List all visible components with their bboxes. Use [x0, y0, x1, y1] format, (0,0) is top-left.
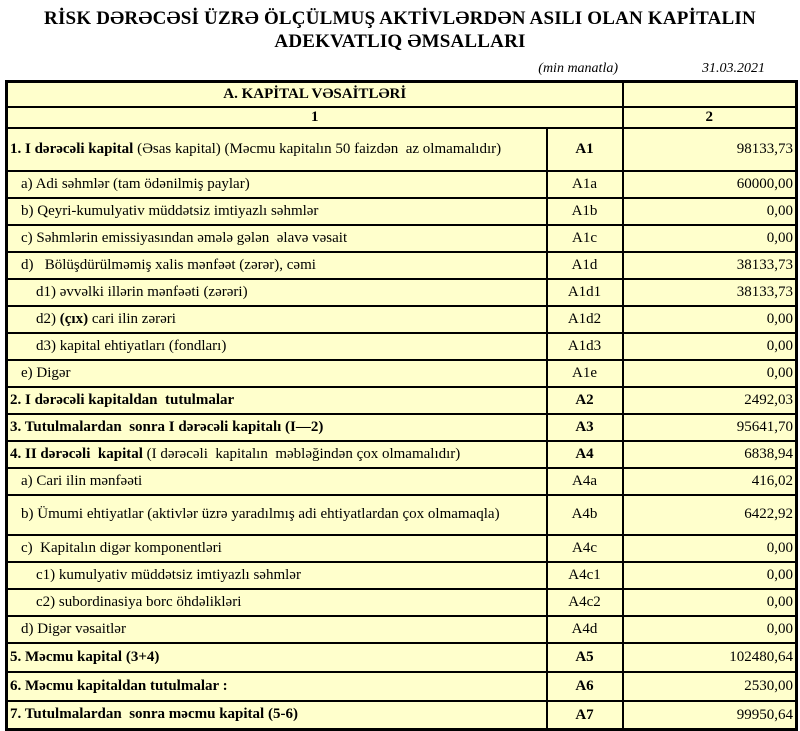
section-header-row [7, 82, 797, 107]
label-bold: 7. Tutulmalardan sonra məcmu kapital (5-6) [10, 706, 298, 723]
value-cell: 38133,73 [623, 252, 797, 279]
label-bold: 3. Tutulmalardan sonra I dərəcəli kapitalı (I—2) [10, 418, 324, 435]
page-title-line2: ADEKVATLIQ ƏMSALLARI [274, 31, 526, 53]
label-cell [7, 441, 547, 468]
table-row [7, 360, 797, 387]
label-cell [7, 616, 547, 643]
label-cell [7, 171, 547, 198]
label-cell [7, 643, 547, 672]
label-bold: 1. I dərəcəli kapital [10, 140, 138, 157]
table-row [7, 495, 797, 535]
meta-line [0, 53, 800, 80]
table-row [7, 468, 797, 495]
value-cell: 38133,73 [623, 279, 797, 306]
code-cell: A1b [547, 198, 623, 225]
col-header-2: 2 [623, 107, 797, 128]
value-cell: 98133,73 [623, 128, 797, 171]
value-cell: 0,00 [623, 225, 797, 252]
value-cell: 0,00 [623, 333, 797, 360]
capital-table [5, 80, 798, 731]
column-header-row [7, 107, 797, 128]
label-cell [7, 306, 547, 333]
label-bold: 4. II dərəcəli kapital [10, 445, 147, 462]
label-pre: c1) kumulyativ müddətsiz imtiyazlı səhmlər [36, 566, 301, 583]
code-cell: A4d [547, 616, 623, 643]
code-cell: A2 [547, 387, 623, 414]
table-row [7, 252, 797, 279]
label-pre: b) Ümumi ehtiyatlar (aktivlər üzrə yaradılmış adi ehtiyatlardan çox olmamaqla) [21, 506, 500, 523]
value-cell: 0,00 [623, 360, 797, 387]
label-bold: (çıx) [59, 310, 89, 327]
label-cell [7, 672, 547, 701]
value-cell: 0,00 [623, 535, 797, 562]
label-pre: a) Cari ilin mənfəəti [21, 472, 143, 489]
table-row [7, 672, 797, 701]
code-cell: A1d3 [547, 333, 623, 360]
code-cell: A1c [547, 225, 623, 252]
code-cell: A4a [547, 468, 623, 495]
label-cell [7, 414, 547, 441]
code-cell: A7 [547, 701, 623, 730]
page-title-line1: RİSK DƏRƏCƏSİ ÜZRƏ ÖLÇÜLMUŞ AKTİVLƏRDƏN ASILI OLAN KAPİTALIN [44, 8, 756, 29]
table-row [7, 441, 797, 468]
label-cell [7, 360, 547, 387]
value-cell: 0,00 [623, 198, 797, 225]
table-row [7, 333, 797, 360]
code-cell: A1a [547, 171, 623, 198]
table-row [7, 701, 797, 730]
code-cell: A1e [547, 360, 623, 387]
code-cell: A1d [547, 252, 623, 279]
table-row [7, 616, 797, 643]
value-cell: 60000,00 [623, 171, 797, 198]
code-cell: A4 [547, 441, 623, 468]
table-row [7, 643, 797, 672]
table-row [7, 128, 797, 171]
label-pre: c) Kapitalın digər komponentləri [21, 539, 222, 556]
label-post: cari ilin zərəri [88, 310, 176, 327]
label-pre: d2) [36, 310, 60, 327]
code-cell: A5 [547, 643, 623, 672]
label-pre: d3) kapital ehtiyatları (fondları) [36, 337, 227, 354]
table-row [7, 562, 797, 589]
page-title [0, 0, 800, 53]
value-cell: 2530,00 [623, 672, 797, 701]
value-cell: 2492,03 [623, 387, 797, 414]
label-cell [7, 128, 547, 171]
report-date: 31.03.2021 [702, 61, 765, 77]
label-cell [7, 252, 547, 279]
label-bold: 6. Məcmu kapitaldan tutulmalar : [10, 677, 228, 694]
label-cell [7, 225, 547, 252]
label-pre: a) Adi səhmlər (tam ödənilmiş paylar) [21, 175, 250, 192]
code-cell: A4c1 [547, 562, 623, 589]
label-bold: 2. I dərəcəli kapitaldan tutulmalar [10, 391, 235, 408]
label-pre: c) Səhmlərin emissiyasından əmələ gələn əlavə vəsait [21, 229, 348, 246]
value-cell: 6838,94 [623, 441, 797, 468]
value-cell: 6422,92 [623, 495, 797, 535]
label-post: (I dərəcəli kapitalın məbləğindən çox olmamalıdır) [146, 445, 461, 462]
code-cell: A4c2 [547, 589, 623, 616]
code-cell: A6 [547, 672, 623, 701]
table-row [7, 225, 797, 252]
table-row [7, 535, 797, 562]
code-cell: A1d1 [547, 279, 623, 306]
label-cell [7, 468, 547, 495]
code-cell: A1 [547, 128, 623, 171]
value-cell: 0,00 [623, 306, 797, 333]
label-pre: d) Bölüşdürülməmiş xalis mənfəət (zərər), cəmi [21, 256, 316, 273]
code-cell: A4c [547, 535, 623, 562]
label-pre: b) Qeyri-kumulyativ müddətsiz imtiyazlı səhmlər [21, 202, 319, 219]
label-pre: d) Digər vəsaitlər [21, 620, 126, 637]
value-cell: 95641,70 [623, 414, 797, 441]
label-cell [7, 535, 547, 562]
label-cell [7, 562, 547, 589]
value-cell: 0,00 [623, 589, 797, 616]
label-cell [7, 279, 547, 306]
table-row [7, 387, 797, 414]
code-cell: A4b [547, 495, 623, 535]
label-cell [7, 387, 547, 414]
label-post: (Əsas kapital) (Məcmu kapitalın 50 faizdən az olmamalıdır) [137, 140, 502, 157]
section-header-empty-cell [623, 82, 797, 107]
table-row [7, 198, 797, 225]
value-cell: 99950,64 [623, 701, 797, 730]
value-cell: 0,00 [623, 616, 797, 643]
label-cell [7, 333, 547, 360]
value-cell: 0,00 [623, 562, 797, 589]
table-row [7, 414, 797, 441]
unit-note: (min manatla) [538, 61, 618, 77]
label-cell [7, 495, 547, 535]
label-bold: 5. Məcmu kapital (3+4) [10, 648, 160, 665]
label-cell [7, 589, 547, 616]
table-row [7, 589, 797, 616]
value-cell: 102480,64 [623, 643, 797, 672]
table-row [7, 279, 797, 306]
label-pre: c2) subordinasiya borc öhdəlikləri [36, 593, 242, 610]
label-pre: d1) əvvəlki illərin mənfəəti (zərəri) [36, 283, 248, 300]
label-pre: e) Digər [21, 364, 71, 381]
label-cell [7, 701, 547, 730]
section-header-cell: A. KAPİTAL VƏSAİTLƏRİ [7, 82, 623, 107]
table-row [7, 306, 797, 333]
label-cell [7, 198, 547, 225]
col-header-1: 1 [7, 107, 623, 128]
code-cell: A1d2 [547, 306, 623, 333]
table-row [7, 171, 797, 198]
code-cell: A3 [547, 414, 623, 441]
value-cell: 416,02 [623, 468, 797, 495]
